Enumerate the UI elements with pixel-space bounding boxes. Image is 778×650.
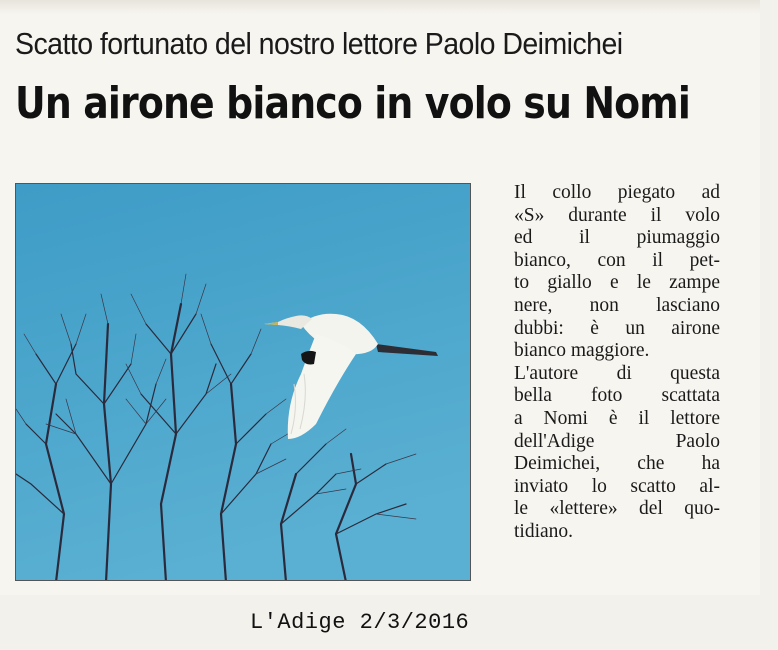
body-line: bianco maggiore. <box>514 340 650 362</box>
body-line: nere, non lasciano <box>514 294 720 316</box>
heron-photo <box>15 183 471 581</box>
article-headline: Un airone bianco in volo su Nomi <box>15 78 690 129</box>
body-line: Deimichei, che ha <box>514 453 720 475</box>
page-edge <box>0 0 760 14</box>
source-caption: L'Adige 2/3/2016 <box>250 610 470 635</box>
body-line: inviato lo scatto al- <box>514 475 720 497</box>
article-body <box>514 182 720 544</box>
body-line: L'autore di questa <box>514 362 720 384</box>
body-line: bella foto scattata <box>514 385 720 407</box>
body-line: dell'Adige Paolo <box>514 430 720 452</box>
body-line: to giallo e le zampe <box>514 272 720 294</box>
body-line: dubbi: è un airone <box>514 317 720 339</box>
body-line: «S» durante il volo <box>514 204 720 226</box>
body-line: a Nomi è il lettore <box>514 407 720 429</box>
body-line: ed il piumaggio <box>514 227 720 249</box>
body-line: bianco, con il pet- <box>514 249 720 271</box>
body-line: tidiano. <box>514 520 574 542</box>
body-line: le «lettere» del quo- <box>514 498 720 520</box>
body-line: Il collo piegato ad <box>514 182 720 203</box>
article-subtitle: Scatto fortunato del nostro lettore Paolo Deimichei <box>15 26 623 61</box>
